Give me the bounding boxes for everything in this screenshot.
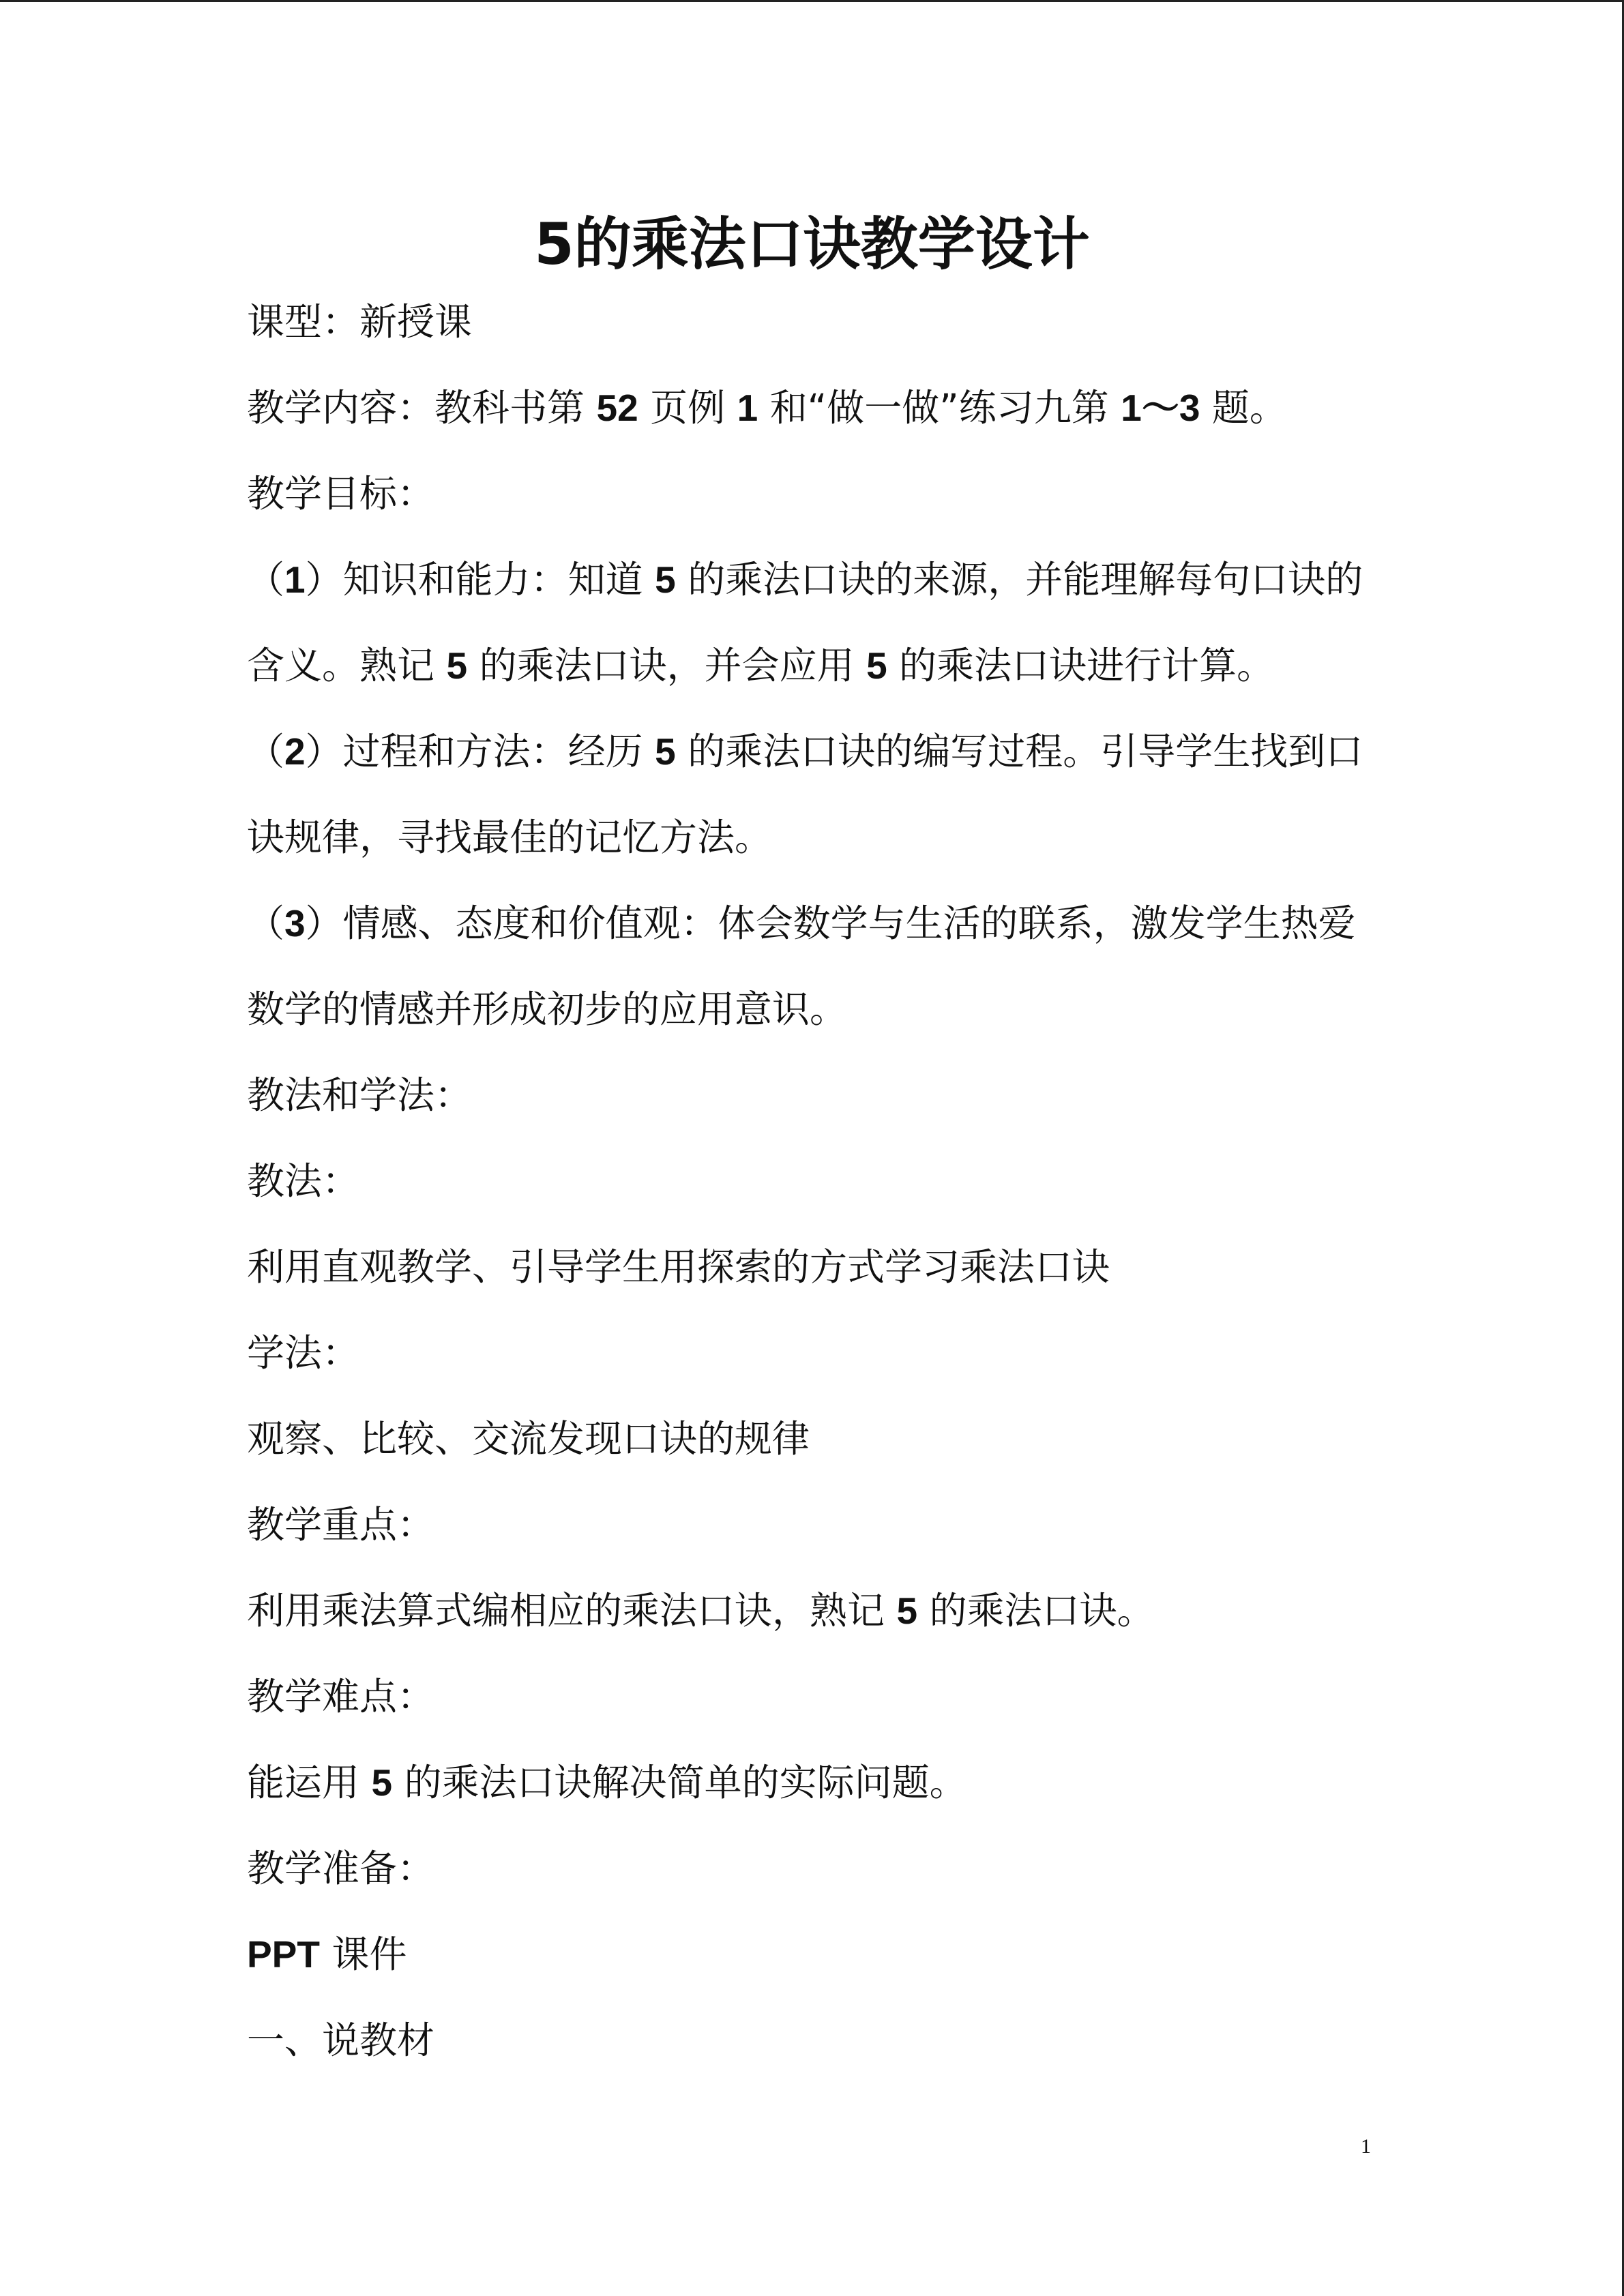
teaching-method-heading: 教法：: [247, 1159, 360, 1203]
key-point-text: [247, 1583, 1155, 1638]
key-point-heading: 教学重点：: [247, 1503, 435, 1547]
obj2-number: 2: [284, 730, 306, 773]
difficulty-num-5: 5: [371, 1761, 393, 1804]
obj1-num-5c: 5: [866, 644, 887, 687]
preparation-text: [247, 1927, 407, 1982]
content-page-number: 52: [596, 387, 638, 429]
difficulty-text: [247, 1755, 967, 1810]
difficulty-text-b: 的乘法口诀解决简单的实际问题。: [404, 1761, 967, 1804]
key-point-text-a: 利用乘法算式编相应的乘法口诀，熟记: [247, 1589, 885, 1632]
obj3-text-a: ）情感、态度和价值观：体会数学与生活的联系，激发学生热爱: [305, 901, 1356, 945]
section-one-heading: 一、说教材: [247, 2018, 435, 2062]
obj1-num-5a: 5: [655, 558, 676, 601]
teaching-method-text: 利用直观教学、引导学生用探索的方式学习乘法口诀: [247, 1245, 1110, 1289]
page-border-top: [0, 0, 1624, 2]
obj1-text-e: 的乘法口诀进行计算。: [899, 644, 1275, 687]
learning-method-text: 观察、比较、交流发现口诀的规律: [247, 1417, 810, 1461]
difficulty-text-a: 能运用: [247, 1761, 360, 1804]
content-suffix: 题。: [1211, 386, 1287, 430]
lesson-type: 课型：新授课: [247, 300, 473, 344]
key-point-num-5: 5: [896, 1590, 918, 1632]
content-range: 1～3: [1121, 387, 1200, 429]
obj2-text-a: ）过程和方法：经历: [305, 730, 643, 773]
obj2-open-paren: （: [247, 730, 285, 773]
objective-1-line-1: [247, 552, 1363, 607]
obj1-text-a: ）知识和能力：知道: [305, 558, 643, 601]
learning-method-heading: 学法：: [247, 1331, 360, 1375]
obj1-number: 1: [284, 558, 306, 601]
objective-1-line-2: [247, 638, 1274, 693]
obj1-text-b: 的乘法口诀的来源，并能理解每句口诀的: [688, 558, 1363, 601]
objective-2-line-1: [247, 724, 1363, 779]
difficulty-heading: 教学难点：: [247, 1675, 435, 1718]
key-point-text-b: 的乘法口诀。: [929, 1589, 1155, 1632]
objective-3-line-1: [247, 896, 1356, 951]
objective-2-line-2: 诀规律，寻找最佳的记忆方法。: [247, 816, 773, 859]
content-example-number: 1: [737, 387, 758, 429]
preparation-rest: 课件: [331, 1933, 407, 1976]
obj2-text-b: 的乘法口诀的编写过程。引导学生找到口: [688, 730, 1363, 773]
preparation-ppt: PPT: [247, 1933, 320, 1976]
teaching-content: [247, 381, 1287, 435]
content-prefix: 教学内容：教科书第: [247, 386, 585, 430]
document-title: 5的乘法口诀教学设计: [534, 211, 1090, 278]
objectives-heading: 教学目标：: [247, 472, 435, 516]
obj1-text-d: 的乘法口诀，并会应用: [479, 644, 855, 687]
content-mid2: 和“做一做”练习九第: [769, 386, 1109, 430]
page-number: 1: [1361, 2135, 1371, 2158]
obj1-open-paren: （: [247, 558, 285, 601]
obj1-text-c: 含义。熟记: [247, 644, 435, 687]
obj1-num-5b: 5: [446, 644, 468, 687]
preparation-heading: 教学准备：: [247, 1847, 435, 1890]
obj2-num-5: 5: [655, 730, 676, 773]
objective-3-line-2: 数学的情感并形成初步的应用意识。: [247, 987, 848, 1031]
obj3-open-paren: （: [247, 901, 285, 945]
obj3-number: 3: [284, 902, 306, 944]
methods-heading: 教法和学法：: [247, 1073, 473, 1117]
content-mid1: 页例: [650, 386, 726, 430]
